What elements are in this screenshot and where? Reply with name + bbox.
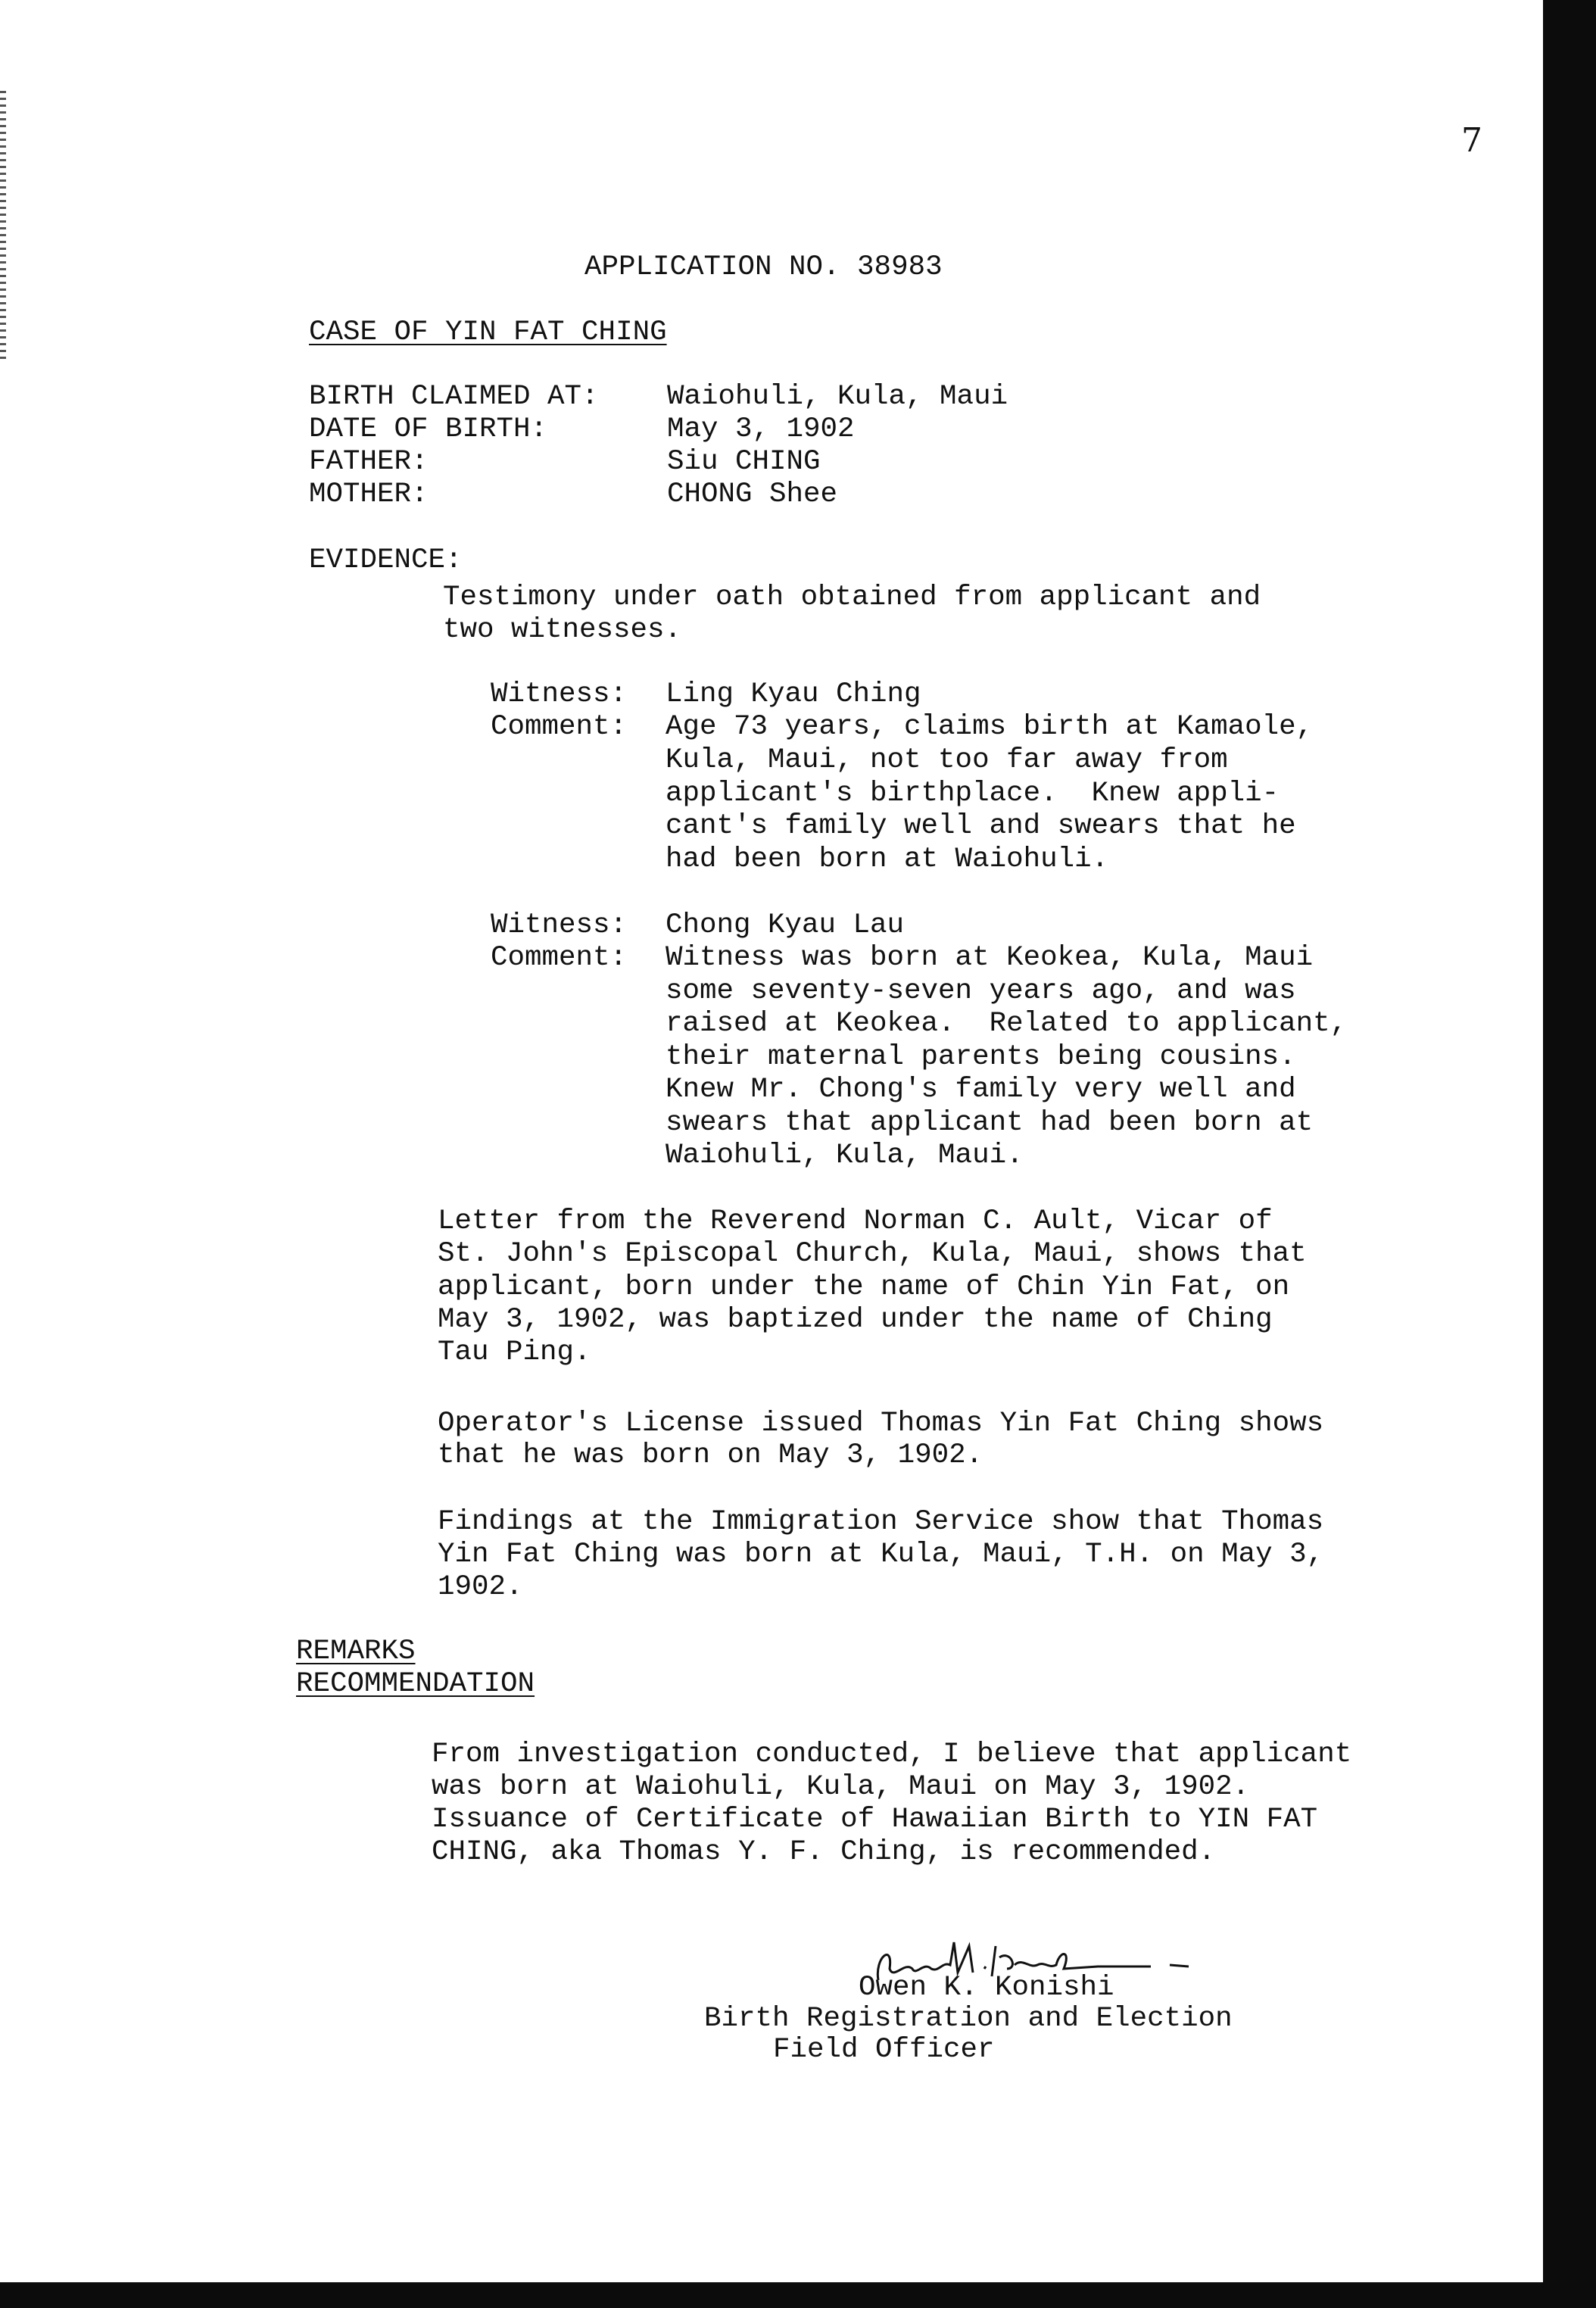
comment-line: some seventy-seven years ago, and was [666,975,1296,1007]
fact-value: May 3, 1902 [667,413,855,445]
license-line: that he was born on May 3, 1902. [438,1439,983,1471]
fact-value: Siu CHING [667,446,821,478]
evidence-heading: EVIDENCE: [309,544,463,576]
letter-line: Tau Ping. [438,1336,591,1368]
comment-label: Comment: [491,711,628,743]
recommendation-line: CHING, aka Thomas Y. F. Ching, is recommended. [432,1836,1216,1868]
comment-label: Comment: [491,942,628,974]
findings-line: Yin Fat Ching was born at Kula, Maui, T.H. on May 3, [438,1539,1324,1570]
signer-title: Birth Registration and Election [704,2003,1233,2035]
scan-edge-bottom [0,2282,1596,2308]
fact-label: FATHER: [309,446,429,478]
license-line: Operator's License issued Thomas Yin Fat Ching shows [438,1408,1324,1439]
case-heading: CASE OF YIN FAT CHING [309,317,667,348]
letter-line: St. John's Episcopal Church, Kula, Maui, shows that [438,1238,1307,1270]
scan-edge-left [0,91,6,363]
witness-label: Witness: [491,909,628,941]
comment-line: Witness was born at Keokea, Kula, Maui [666,942,1314,974]
fact-label: DATE OF BIRTH: [309,413,548,445]
comment-line: cant's family well and swears that he [666,810,1296,842]
signer-title: Field Officer [773,2034,995,2066]
letter-line: applicant, born under the name of Chin Yin Fat, on [438,1271,1290,1303]
recommendation-line: From investigation conducted, I believe that applicant [432,1739,1352,1770]
fact-label: MOTHER: [309,479,429,510]
comment-line: their maternal parents being cousins. [666,1041,1296,1073]
findings-line: 1902. [438,1571,523,1603]
findings-line: Findings at the Immigration Service show that Thomas [438,1506,1324,1538]
testimony-line: Testimony under oath obtained from applicant and [443,582,1261,613]
recommendation-line: was born at Waiohuli, Kula, Maui on May 3, 1902. [432,1771,1250,1803]
comment-line: raised at Keokea. Related to applicant, [666,1008,1348,1040]
comment-line: applicant's birthplace. Knew appli- [666,778,1280,809]
comment-line: Age 73 years, claims birth at Kamaole, [666,711,1314,743]
comment-line: swears that applicant had been born at [666,1107,1314,1139]
signer-name: Owen K. Konishi [859,1972,1114,2004]
recommendation-heading: RECOMMENDATION [296,1668,535,1700]
witness-label: Witness: [491,678,628,710]
recommendation-line: Issuance of Certificate of Hawaiian Birth to YIN FAT [432,1804,1318,1835]
fact-value: CHONG Shee [667,479,838,510]
fact-value: Waiohuli, Kula, Maui [667,381,1008,413]
remarks-heading: REMARKS [296,1636,416,1667]
comment-line: Kula, Maui, not too far away from [666,744,1228,776]
comment-line: Knew Mr. Chong's family very well and [666,1074,1296,1106]
fact-label: BIRTH CLAIMED AT: [309,381,599,413]
witness-name: Ling Kyau Ching [666,678,921,710]
letter-line: Letter from the Reverend Norman C. Ault, Vicar of [438,1205,1273,1237]
application-title: APPLICATION NO. 38983 [584,251,943,283]
scan-edge-right [1543,0,1596,2308]
page-mark: 7 [1461,121,1482,160]
comment-line: Waiohuli, Kula, Maui. [666,1140,1024,1171]
testimony-line: two witnesses. [443,614,682,646]
comment-line: had been born at Waiohuli. [666,844,1109,875]
witness-name: Chong Kyau Lau [666,909,905,941]
letter-line: May 3, 1902, was baptized under the name of Ching [438,1304,1273,1336]
